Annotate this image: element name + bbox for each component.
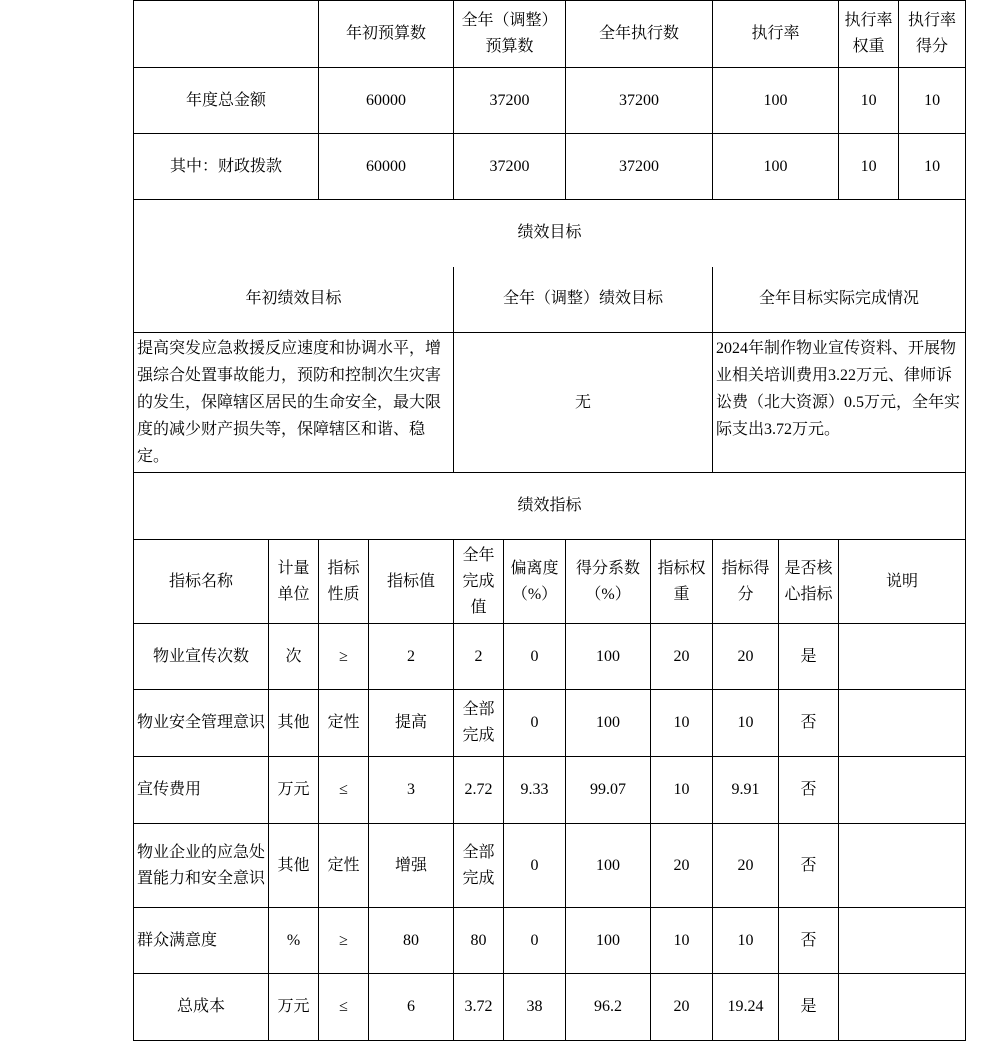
indicator-coef: 100 — [566, 908, 651, 974]
indicator-note — [839, 690, 966, 757]
indicator-note — [839, 624, 966, 690]
indicator-name: 群众满意度 — [134, 908, 269, 974]
indicator-unit: % — [269, 908, 319, 974]
indicator-weight: 20 — [651, 624, 713, 690]
budget-initial: 60000 — [319, 68, 454, 134]
indicator-unit: 万元 — [269, 757, 319, 824]
goals-header-adjusted: 全年（调整）绩效目标 — [454, 267, 713, 333]
budget-header-executed: 全年执行数 — [566, 1, 713, 68]
budget-header-initial: 年初预算数 — [319, 1, 454, 68]
indicator-target: 80 — [369, 908, 454, 974]
budget-initial: 60000 — [319, 134, 454, 200]
performance-table — [133, 0, 966, 1041]
indicator-actual: 80 — [454, 908, 504, 974]
indicator-coef: 100 — [566, 624, 651, 690]
goals-adjusted-text: 无 — [454, 333, 713, 473]
indicator-unit: 其他 — [269, 690, 319, 757]
indicator-core: 是 — [779, 624, 839, 690]
indicator-score: 10 — [713, 908, 779, 974]
indicator-nature: 定性 — [319, 690, 369, 757]
indicator-target: 6 — [369, 974, 454, 1041]
indicator-target: 3 — [369, 757, 454, 824]
indicator-target: 2 — [369, 624, 454, 690]
indicator-note — [839, 757, 966, 824]
indicator-row — [134, 757, 966, 824]
goals-actual-text: 2024年制作物业宣传资料、开展物业相关培训费用3.22万元、律师诉讼费（北大资源）0.5万元，全年实际支出3.72万元。 — [713, 333, 966, 473]
indicator-name: 总成本 — [134, 974, 269, 1041]
ind-header-nature: 指标性质 — [319, 540, 369, 624]
indicator-actual: 全部完成 — [454, 824, 504, 908]
indicator-score: 20 — [713, 624, 779, 690]
budget-header-blank — [134, 1, 319, 68]
goals-header-initial: 年初绩效目标 — [134, 267, 454, 333]
ind-header-score: 指标得分 — [713, 540, 779, 624]
budget-weight: 10 — [839, 134, 899, 200]
ind-header-unit: 计量单位 — [269, 540, 319, 624]
indicator-unit: 其他 — [269, 824, 319, 908]
indicator-coef: 96.2 — [566, 974, 651, 1041]
indicator-deviation: 0 — [504, 908, 566, 974]
goals-content-row — [134, 333, 966, 473]
indicator-unit: 万元 — [269, 974, 319, 1041]
budget-adjusted: 37200 — [454, 134, 566, 200]
indicators-title-row — [134, 473, 966, 540]
indicator-coef: 100 — [566, 824, 651, 908]
ind-header-name: 指标名称 — [134, 540, 269, 624]
indicator-name: 物业宣传次数 — [134, 624, 269, 690]
indicator-weight: 20 — [651, 974, 713, 1041]
indicator-core: 否 — [779, 824, 839, 908]
goals-header-actual: 全年目标实际完成情况 — [713, 267, 966, 333]
indicator-score: 19.24 — [713, 974, 779, 1041]
indicator-core: 是 — [779, 974, 839, 1041]
goals-title-row — [134, 200, 966, 267]
budget-header-score: 执行率得分 — [899, 1, 966, 68]
indicator-actual: 3.72 — [454, 974, 504, 1041]
indicator-weight: 10 — [651, 690, 713, 757]
indicator-row — [134, 824, 966, 908]
budget-adjusted: 37200 — [454, 68, 566, 134]
indicator-weight: 20 — [651, 824, 713, 908]
indicator-note — [839, 908, 966, 974]
indicator-coef: 99.07 — [566, 757, 651, 824]
indicator-score: 10 — [713, 690, 779, 757]
indicator-weight: 10 — [651, 908, 713, 974]
indicator-row — [134, 624, 966, 690]
indicator-name: 物业安全管理意识 — [134, 690, 269, 757]
indicator-target: 提高 — [369, 690, 454, 757]
ind-header-note: 说明 — [839, 540, 966, 624]
indicator-weight: 10 — [651, 757, 713, 824]
indicator-name: 宣传费用 — [134, 757, 269, 824]
indicator-nature: ≥ — [319, 908, 369, 974]
indicator-core: 否 — [779, 908, 839, 974]
indicator-nature: ≤ — [319, 974, 369, 1041]
budget-rate: 100 — [713, 68, 839, 134]
indicator-actual: 全部完成 — [454, 690, 504, 757]
indicator-core: 否 — [779, 690, 839, 757]
indicator-deviation: 0 — [504, 690, 566, 757]
indicator-name: 物业企业的应急处置能力和安全意识 — [134, 824, 269, 908]
indicator-nature: ≤ — [319, 757, 369, 824]
goals-section-title: 绩效目标 — [134, 200, 966, 267]
ind-header-target: 指标值 — [369, 540, 454, 624]
indicator-nature: ≥ — [319, 624, 369, 690]
budget-score: 10 — [899, 134, 966, 200]
budget-header-adjusted: 全年（调整）预算数 — [454, 1, 566, 68]
budget-header-row — [134, 1, 966, 68]
ind-header-weight: 指标权重 — [651, 540, 713, 624]
budget-row-fiscal — [134, 134, 966, 200]
budget-weight: 10 — [839, 68, 899, 134]
indicator-row — [134, 908, 966, 974]
indicator-score: 9.91 — [713, 757, 779, 824]
indicator-target: 增强 — [369, 824, 454, 908]
indicator-note — [839, 824, 966, 908]
ind-header-actual: 全年完成值 — [454, 540, 504, 624]
indicator-row — [134, 690, 966, 757]
budget-score: 10 — [899, 68, 966, 134]
budget-label: 年度总金额 — [134, 68, 319, 134]
budget-header-rate: 执行率 — [713, 1, 839, 68]
ind-header-coef: 得分系数（%） — [566, 540, 651, 624]
indicators-section-title: 绩效指标 — [134, 473, 966, 540]
indicator-row — [134, 974, 966, 1041]
ind-header-core: 是否核心指标 — [779, 540, 839, 624]
budget-label: 其中：财政拨款 — [134, 134, 319, 200]
budget-rate: 100 — [713, 134, 839, 200]
budget-executed: 37200 — [566, 68, 713, 134]
ind-header-deviation: 偏离度（%） — [504, 540, 566, 624]
indicators-header-row — [134, 540, 966, 624]
indicator-coef: 100 — [566, 690, 651, 757]
indicator-deviation: 9.33 — [504, 757, 566, 824]
goals-header-row — [134, 267, 966, 333]
indicator-deviation: 38 — [504, 974, 566, 1041]
indicator-unit: 次 — [269, 624, 319, 690]
indicator-score: 20 — [713, 824, 779, 908]
indicator-actual: 2.72 — [454, 757, 504, 824]
budget-executed: 37200 — [566, 134, 713, 200]
budget-header-weight: 执行率权重 — [839, 1, 899, 68]
indicator-actual: 2 — [454, 624, 504, 690]
indicator-deviation: 0 — [504, 624, 566, 690]
indicator-nature: 定性 — [319, 824, 369, 908]
goals-initial-text: 提高突发应急救援反应速度和协调水平，增强综合处置事故能力，预防和控制次生灾害的发生，保障辖区居民的生命安全，最大限度的减少财产损失等，保障辖区和谐、稳定。 — [134, 333, 454, 473]
indicator-core: 否 — [779, 757, 839, 824]
indicator-deviation: 0 — [504, 824, 566, 908]
indicators-body — [134, 624, 966, 1041]
budget-row-total — [134, 68, 966, 134]
indicator-note — [839, 974, 966, 1041]
